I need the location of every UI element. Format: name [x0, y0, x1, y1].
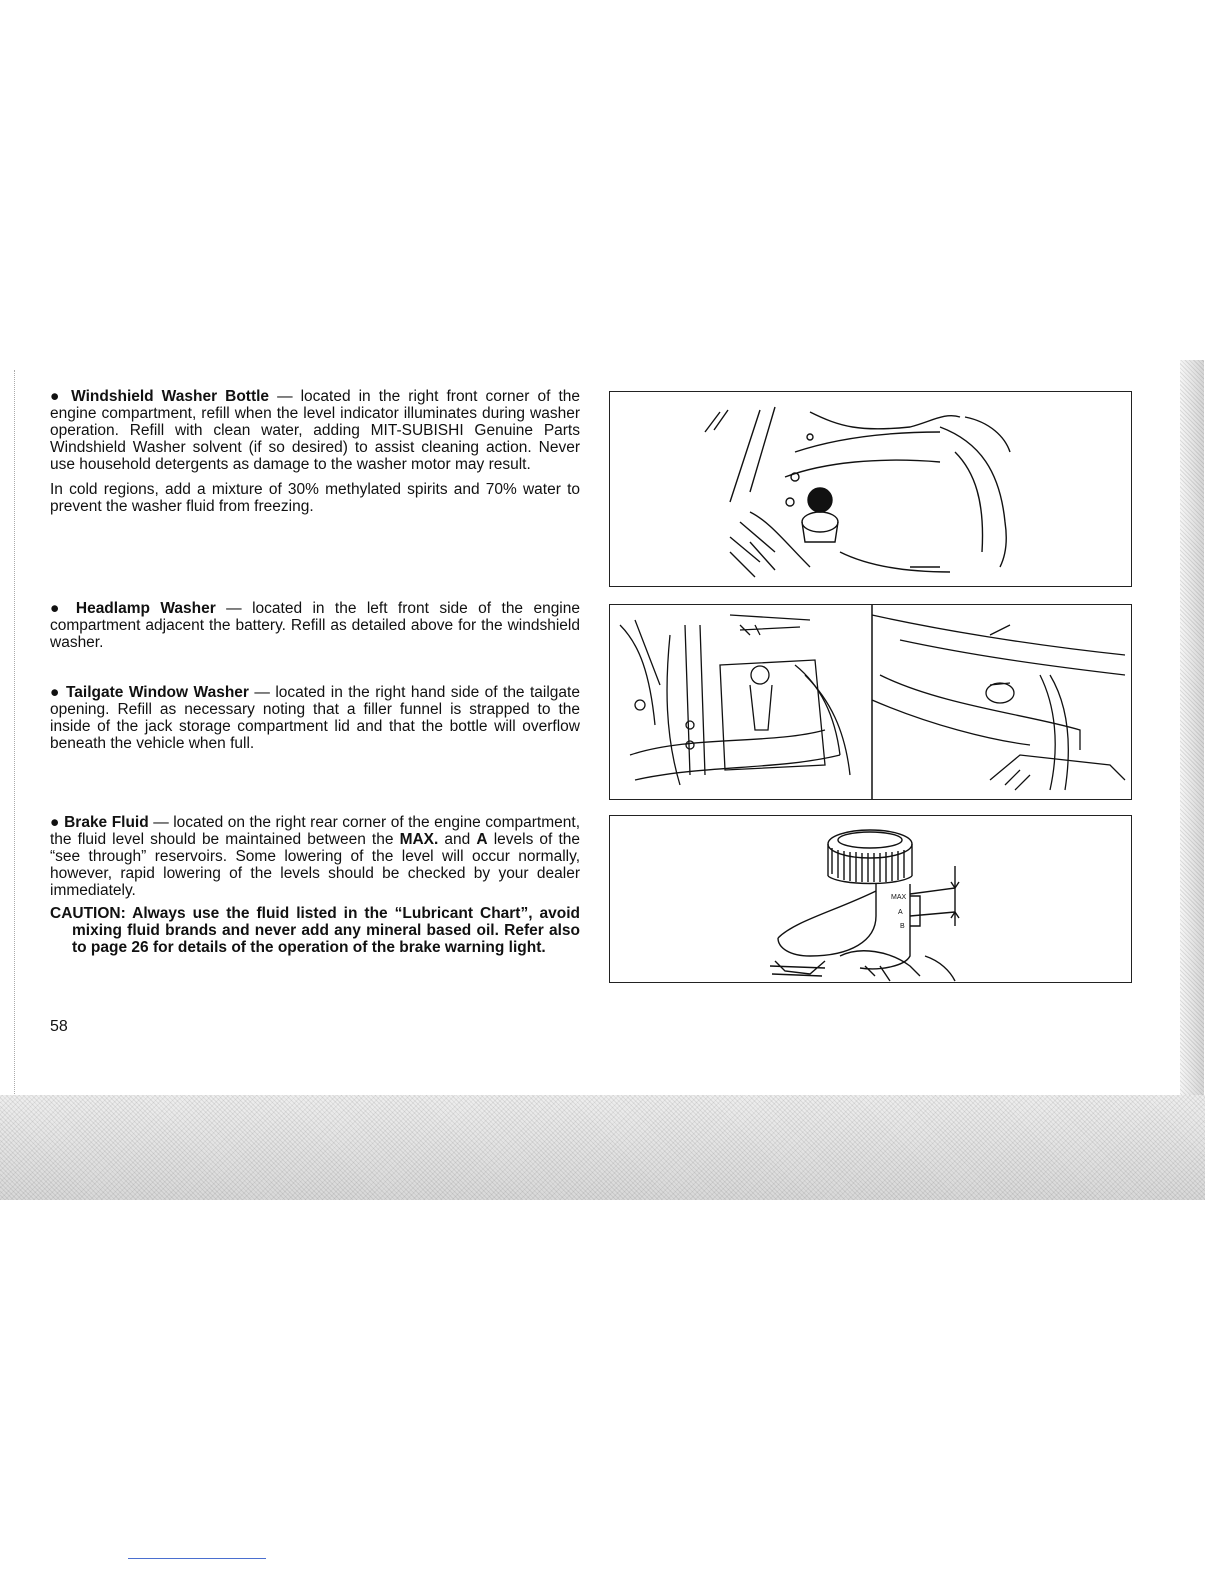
headlamp-body: — located in the left front side of the engine compartment adjacent the battery. Refill as detailed above for the windshield washer. — [50, 600, 580, 651]
footer-link-underline — [128, 1558, 266, 1559]
engine-bay-line-drawing-1 — [610, 392, 1131, 586]
page-number: 58 — [50, 1018, 68, 1035]
engine-bay-line-drawing-2 — [610, 605, 1131, 799]
figure-brake-fluid-reservoir — [609, 815, 1132, 983]
section-windshield-washer — [50, 388, 580, 515]
tailgate-body: — located in the right hand side of the tailgate opening. Refill as necessary noting that a filler funnel is strapped to the inside of the jack storage compartment lid and that the bottle will overflow beneath the vehicle when full. — [50, 684, 580, 752]
tailgate-heading: Tailgate Window Washer — [65, 684, 249, 701]
bullet-icon: ● — [50, 684, 61, 701]
brake-heading: Brake Fluid — [64, 814, 149, 831]
bullet-icon: ● — [50, 600, 66, 617]
section-tailgate-washer — [50, 684, 580, 752]
section-headlamp-washer — [50, 600, 580, 651]
scan-edge-left — [14, 370, 21, 1100]
bullet-icon: ● — [50, 388, 64, 405]
windshield-cold-note: In cold regions, add a mixture of 30% methylated spirits and 70% water to prevent the washer fluid from freezing. — [50, 481, 580, 515]
brake-caution: CAUTION: Always use the fluid listed in the “Lubricant Chart”, avoid mixing fluid brands and never add any mineral based oil. Refer also to page 26 for details of the operation of the brake warning light. — [50, 905, 580, 956]
brake-a-label: A — [476, 831, 488, 848]
tailgate-paragraph — [50, 684, 580, 752]
section-brake-fluid — [50, 814, 580, 956]
reservoir-a-label: A — [898, 909, 903, 916]
brake-body-1: — located on the right rear corner of the engine compartment, the fluid level should be maintained between the — [50, 814, 580, 848]
windshield-paragraph — [50, 388, 580, 473]
brake-paragraph — [50, 814, 580, 899]
headlamp-heading: Headlamp Washer — [75, 600, 216, 617]
reservoir-b-label: B — [900, 923, 905, 930]
figure-windshield-washer-cap — [609, 391, 1132, 587]
figure-headlamp-tailgate-washer — [609, 604, 1132, 800]
bullet-icon: ● — [50, 814, 60, 831]
brake-body-2: and — [438, 831, 477, 848]
brake-max-label: MAX. — [399, 831, 439, 848]
brake-reservoir-line-drawing — [610, 816, 1131, 982]
reservoir-max-label: MAX — [891, 894, 907, 901]
scan-shadow-band — [0, 1095, 1205, 1200]
headlamp-paragraph — [50, 600, 580, 651]
windshield-heading: Windshield Washer Bottle — [71, 388, 270, 405]
windshield-body: — located in the right front corner of the engine compartment, refill when the level indicator illuminates during washer operation. Refill with clean water, adding MIT-SUBISHI Genuine Parts Windshield Washer solvent (if so desired) to assist cleaning action. Never use household detergents as damage to the washer motor may result. — [50, 388, 580, 473]
brake-body-3: levels of the “see through” reservoirs. Some lowering of the level will occur normally, however, rapid lowering of the levels should be checked by your dealer immediately. — [50, 831, 580, 899]
scan-edge-right — [1180, 360, 1204, 1200]
